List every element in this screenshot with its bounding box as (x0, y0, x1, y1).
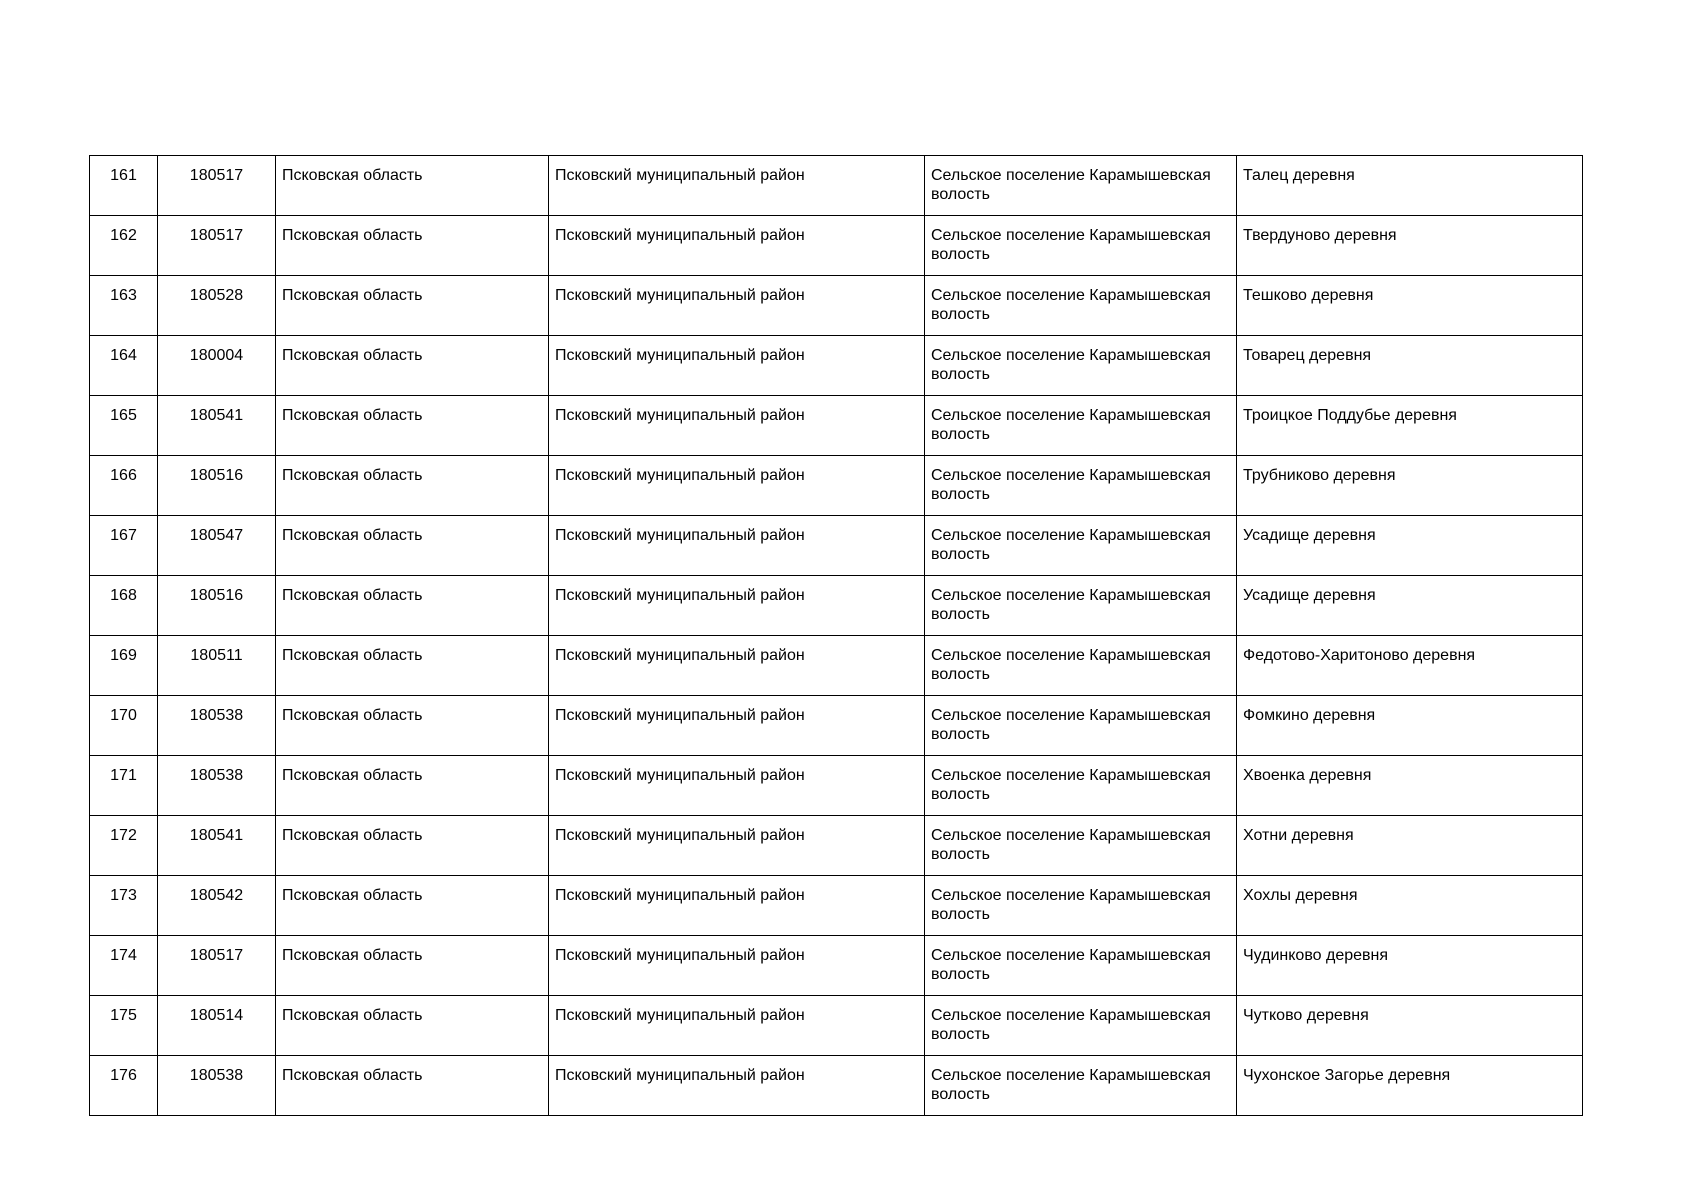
settlement-cell (925, 516, 1237, 576)
region: Псковская область (282, 1007, 423, 1024)
table-row (90, 816, 1583, 876)
table-row (90, 516, 1583, 576)
row-number: 176 (110, 1067, 137, 1084)
region-cell (276, 636, 549, 696)
postal-index: 180511 (190, 647, 243, 664)
settlement-cell (925, 396, 1237, 456)
district-cell (549, 336, 925, 396)
district-cell (549, 996, 925, 1056)
row-number-cell (90, 216, 158, 276)
table-row (90, 756, 1583, 816)
row-number: 172 (110, 827, 137, 844)
postal-index-cell (158, 336, 276, 396)
district-cell (549, 756, 925, 816)
settlement-cell (925, 1056, 1237, 1116)
locality: Хохлы деревня (1243, 887, 1358, 904)
district-cell (549, 156, 925, 216)
region: Псковская область (282, 1067, 423, 1084)
settlement: Сельское поселение Карамышевская волость (931, 947, 1211, 983)
row-number: 174 (110, 947, 137, 964)
region-cell (276, 936, 549, 996)
table-body (90, 156, 1583, 1116)
region: Псковская область (282, 407, 423, 424)
locality-cell (1237, 156, 1583, 216)
region: Псковская область (282, 467, 423, 484)
locality: Чутково деревня (1243, 1007, 1369, 1024)
settlement-cell (925, 696, 1237, 756)
settlement: Сельское поселение Карамышевская волость (931, 1067, 1211, 1103)
locality-cell (1237, 276, 1583, 336)
locality: Усадище деревня (1243, 587, 1376, 604)
settlement: Сельское поселение Карамышевская волость (931, 1007, 1211, 1043)
locality: Федотово-Харитоново деревня (1243, 647, 1476, 664)
region-cell (276, 576, 549, 636)
district-cell (549, 396, 925, 456)
row-number: 169 (110, 647, 137, 664)
settlement-cell (925, 456, 1237, 516)
postal-index: 180542 (189, 887, 244, 904)
row-number: 164 (110, 347, 137, 364)
settlement-cell (925, 876, 1237, 936)
row-number: 163 (110, 287, 137, 304)
postal-index-cell (158, 996, 276, 1056)
table-row (90, 456, 1583, 516)
region-cell (276, 336, 549, 396)
region-cell (276, 876, 549, 936)
region-cell (276, 1056, 549, 1116)
address-table (89, 155, 1583, 1116)
postal-index-cell (158, 396, 276, 456)
row-number: 161 (110, 167, 137, 184)
row-number: 173 (110, 887, 137, 904)
settlement: Сельское поселение Карамышевская волость (931, 167, 1211, 203)
row-number-cell (90, 816, 158, 876)
settlement: Сельское поселение Карамышевская волость (931, 527, 1211, 563)
locality-cell (1237, 936, 1583, 996)
row-number: 162 (110, 227, 137, 244)
region-cell (276, 396, 549, 456)
settlement-cell (925, 276, 1237, 336)
settlement-cell (925, 936, 1237, 996)
table-row (90, 336, 1583, 396)
locality-cell (1237, 696, 1583, 756)
postal-index: 180541 (189, 827, 244, 844)
locality: Тешково деревня (1243, 287, 1374, 304)
postal-index: 180538 (189, 1067, 244, 1084)
postal-index: 180517 (189, 227, 244, 244)
row-number: 167 (110, 527, 137, 544)
row-number: 171 (110, 767, 137, 784)
district: Псковский муниципальный район (555, 347, 805, 364)
region: Псковская область (282, 167, 423, 184)
region-cell (276, 216, 549, 276)
region: Псковская область (282, 587, 423, 604)
locality: Чухонское Загорье деревня (1243, 1067, 1451, 1084)
district-cell (549, 516, 925, 576)
settlement-cell (925, 636, 1237, 696)
district-cell (549, 216, 925, 276)
postal-index-cell (158, 636, 276, 696)
settlement: Сельское поселение Карамышевская волость (931, 647, 1211, 683)
postal-index: 180517 (189, 947, 244, 964)
settlement: Сельское поселение Карамышевская волость (931, 467, 1211, 503)
district-cell (549, 276, 925, 336)
row-number: 170 (110, 707, 137, 724)
row-number: 168 (110, 587, 137, 604)
locality-cell (1237, 756, 1583, 816)
locality: Трубниково деревня (1243, 467, 1396, 484)
region: Псковская область (282, 707, 423, 724)
district: Псковский муниципальный район (555, 827, 805, 844)
postal-index: 180547 (189, 527, 244, 544)
district: Псковский муниципальный район (555, 587, 805, 604)
postal-index-cell (158, 696, 276, 756)
region: Псковская область (282, 227, 423, 244)
region: Псковская область (282, 287, 423, 304)
locality: Хвоенка деревня (1243, 767, 1372, 784)
table-row (90, 636, 1583, 696)
settlement-cell (925, 336, 1237, 396)
row-number: 165 (110, 407, 137, 424)
row-number-cell (90, 1056, 158, 1116)
table-row (90, 696, 1583, 756)
region: Псковская область (282, 887, 423, 904)
district-cell (549, 936, 925, 996)
region: Псковская область (282, 827, 423, 844)
locality: Усадище деревня (1243, 527, 1376, 544)
postal-index-cell (158, 156, 276, 216)
settlement-cell (925, 816, 1237, 876)
district: Псковский муниципальный район (555, 467, 805, 484)
postal-index-cell (158, 756, 276, 816)
district-cell (549, 876, 925, 936)
district-cell (549, 1056, 925, 1116)
region: Псковская область (282, 947, 423, 964)
region-cell (276, 456, 549, 516)
locality-cell (1237, 1056, 1583, 1116)
region-cell (276, 996, 549, 1056)
table-row (90, 396, 1583, 456)
locality: Хотни деревня (1243, 827, 1354, 844)
row-number-cell (90, 516, 158, 576)
locality: Талец деревня (1243, 167, 1355, 184)
settlement-cell (925, 156, 1237, 216)
settlement: Сельское поселение Карамышевская волость (931, 887, 1211, 923)
district: Псковский муниципальный район (555, 287, 805, 304)
postal-index-cell (158, 516, 276, 576)
region-cell (276, 816, 549, 876)
row-number: 166 (110, 467, 137, 484)
settlement: Сельское поселение Карамышевская волость (931, 827, 1211, 863)
postal-index-cell (158, 456, 276, 516)
district-cell (549, 696, 925, 756)
row-number: 175 (110, 1007, 137, 1024)
district: Псковский муниципальный район (555, 407, 805, 424)
locality-cell (1237, 876, 1583, 936)
locality-cell (1237, 996, 1583, 1056)
locality-cell (1237, 516, 1583, 576)
district: Псковский муниципальный район (555, 707, 805, 724)
locality: Троицкое Поддубье деревня (1243, 407, 1457, 424)
table-row (90, 156, 1583, 216)
district: Псковский муниципальный район (555, 947, 805, 964)
postal-index-cell (158, 216, 276, 276)
row-number-cell (90, 576, 158, 636)
postal-index: 180516 (189, 467, 244, 484)
settlement: Сельское поселение Карамышевская волость (931, 347, 1211, 383)
settlement: Сельское поселение Карамышевская волость (931, 227, 1211, 263)
district: Псковский муниципальный район (555, 647, 805, 664)
district: Псковский муниципальный район (555, 527, 805, 544)
postal-index-cell (158, 276, 276, 336)
row-number-cell (90, 396, 158, 456)
locality: Твердуново деревня (1243, 227, 1397, 244)
district: Псковский муниципальный район (555, 767, 805, 784)
postal-index-cell (158, 816, 276, 876)
settlement: Сельское поселение Карамышевская волость (931, 587, 1211, 623)
district: Псковский муниципальный район (555, 227, 805, 244)
district-cell (549, 636, 925, 696)
table-row (90, 1056, 1583, 1116)
postal-index-cell (158, 576, 276, 636)
table-row (90, 576, 1583, 636)
district-cell (549, 456, 925, 516)
postal-index: 180538 (189, 707, 244, 724)
locality: Товарец деревня (1243, 347, 1372, 364)
table-row (90, 216, 1583, 276)
district: Псковский муниципальный район (555, 1007, 805, 1024)
district: Псковский муниципальный район (555, 167, 805, 184)
district: Псковский муниципальный район (555, 887, 805, 904)
postal-index: 180517 (189, 167, 244, 184)
settlement: Сельское поселение Карамышевская волость (931, 407, 1211, 443)
row-number-cell (90, 276, 158, 336)
row-number-cell (90, 336, 158, 396)
locality-cell (1237, 396, 1583, 456)
region: Псковская область (282, 347, 423, 364)
postal-index: 180514 (189, 1007, 244, 1024)
locality-cell (1237, 216, 1583, 276)
table-row (90, 276, 1583, 336)
district: Псковский муниципальный район (555, 1067, 805, 1084)
postal-index-cell (158, 876, 276, 936)
region-cell (276, 516, 549, 576)
row-number-cell (90, 876, 158, 936)
postal-index: 180541 (189, 407, 244, 424)
postal-index: 180528 (189, 287, 244, 304)
row-number-cell (90, 456, 158, 516)
region-cell (276, 276, 549, 336)
locality-cell (1237, 636, 1583, 696)
locality: Чудинково деревня (1243, 947, 1389, 964)
region: Псковская область (282, 647, 423, 664)
row-number-cell (90, 996, 158, 1056)
settlement: Сельское поселение Карамышевская волость (931, 287, 1211, 323)
district-cell (549, 816, 925, 876)
postal-index-cell (158, 936, 276, 996)
region-cell (276, 696, 549, 756)
postal-index: 180004 (189, 347, 244, 364)
locality: Фомкино деревня (1243, 707, 1376, 724)
locality-cell (1237, 576, 1583, 636)
locality-cell (1237, 336, 1583, 396)
settlement: Сельское поселение Карамышевская волость (931, 767, 1211, 803)
settlement-cell (925, 576, 1237, 636)
row-number-cell (90, 636, 158, 696)
region: Псковская область (282, 527, 423, 544)
postal-index-cell (158, 1056, 276, 1116)
locality-cell (1237, 456, 1583, 516)
region: Псковская область (282, 767, 423, 784)
table-row (90, 936, 1583, 996)
postal-index: 180516 (189, 587, 244, 604)
locality-cell (1237, 816, 1583, 876)
table-row (90, 996, 1583, 1056)
district-cell (549, 576, 925, 636)
row-number-cell (90, 756, 158, 816)
settlement: Сельское поселение Карамышевская волость (931, 707, 1211, 743)
row-number-cell (90, 696, 158, 756)
table-row (90, 876, 1583, 936)
row-number-cell (90, 156, 158, 216)
region-cell (276, 756, 549, 816)
postal-index: 180538 (189, 767, 244, 784)
settlement-cell (925, 756, 1237, 816)
settlement-cell (925, 216, 1237, 276)
settlement-cell (925, 996, 1237, 1056)
region-cell (276, 156, 549, 216)
row-number-cell (90, 936, 158, 996)
